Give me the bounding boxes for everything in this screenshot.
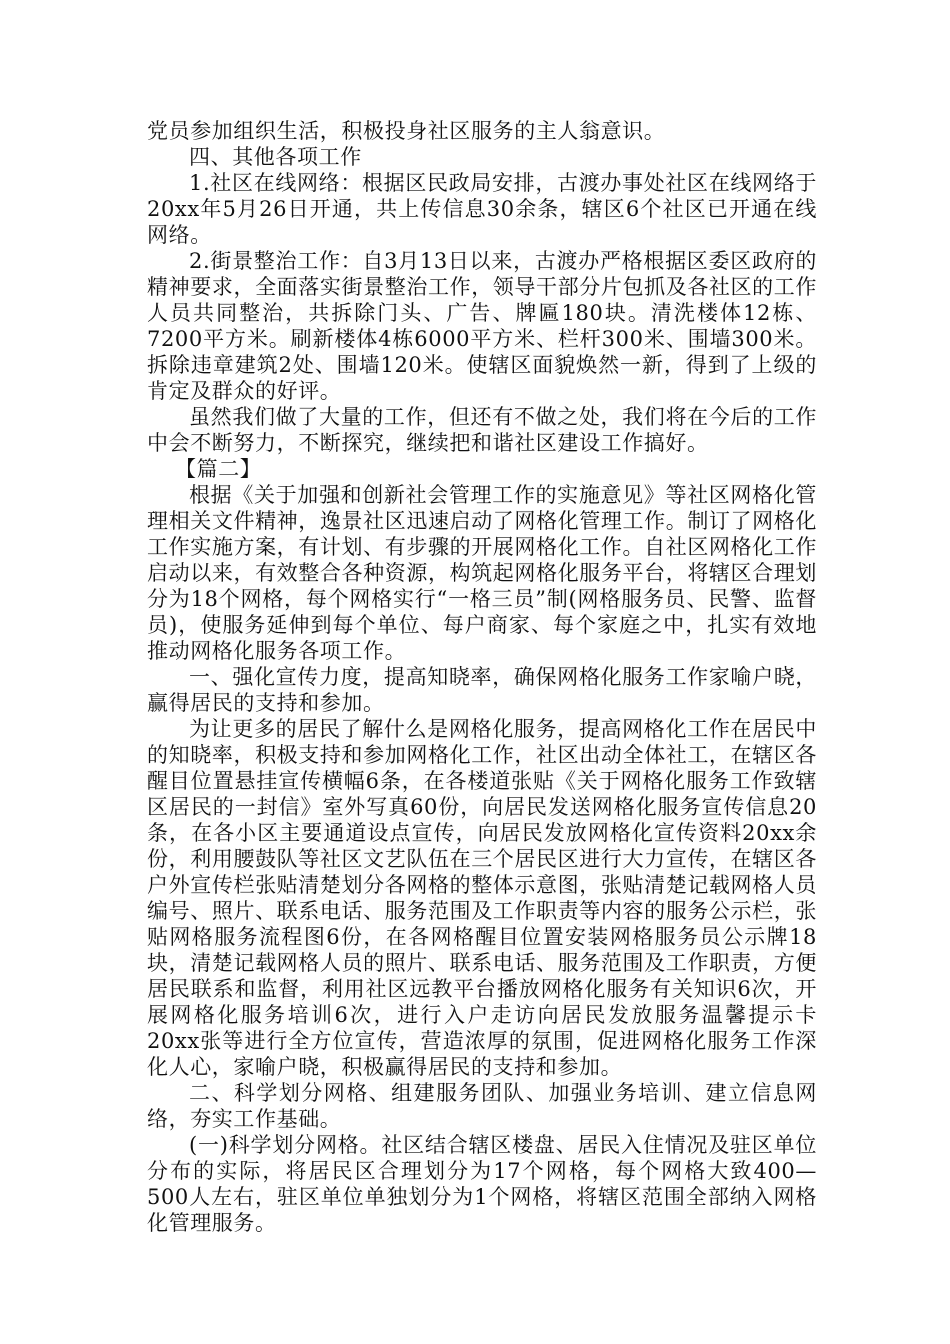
paragraph-publicity-detail: 为让更多的居民了解什么是网格化服务，提高网格化工作在居民中的知晓率，积极支持和参加网格化工作，社区出动全体社工，在辖区各醒目位置悬挂宣传横幅6条，在各楼道张贴《关于网格化服务工作致辖区居民的一封信》室外写真60份，向居民发送网格化服务宣传信息20条，在各小区主要通道设点宣传，向居民发放网格化宣传资料20xx余份，利用腰鼓队等社区文艺队伍在三个居民区进行大力宣传，在辖区各户外宣传栏张贴清楚划分各网格的整体示意图，张贴清楚记载网格人员编号、照片、联系电话、服务范围及工作职责等内容的服务公示栏，张贴网格服务流程图6份，在各网格醒目位置安装网格服务员公示牌18块，清楚记载网格人员的照片、联系电话、服务范围及工作职责，方便居民联系和监督，利用社区远教平台播放网格化服务有关知识6次，开展网格化服务培训6次，进行入户走访向居民发放服务温馨提示卡20xx张等进行全方位宣传，营造浓厚的氛围，促进网格化服务工作深化人心，家喻户晓，积极赢得居民的支持和参加。	[147, 717, 817, 1079]
section-heading-other-work: 四、其他各项工作	[189, 145, 362, 169]
section-heading-publicity: 一、强化宣传力度，提高知晓率，确保网格化服务工作家喻户晓，赢得居民的支持和参加。	[147, 665, 817, 715]
document-body	[147, 118, 817, 1236]
paragraph-online-network: 1.社区在线网络：根据区民政局安排，古渡办事处社区在线网络于20xx年5月26日开通，共上传信息30余条，辖区6个社区已开通在线网络。	[147, 171, 817, 247]
section-heading-grid-division: 二、科学划分网格、组建服务团队、加强业务培训、建立信息网络，夯实工作基础。	[147, 1081, 817, 1131]
paragraph-continuation: 党员参加组织生活，积极投身社区服务的主人翁意识。	[147, 119, 666, 143]
paragraph-streetscape: 2.街景整治工作：自3月13日以来，古渡办严格根据区委区政府的精神要求，全面落实街景整治工作，领导干部分片包抓及各社区的工作人员共同整治，共拆除门头、广告、牌匾180块。清洗楼体12栋、7200平方米。刷新楼体4栋6000平方米、栏杆300米、围墙300米。拆除违章建筑2处、围墙120米。使辖区面貌焕然一新，得到了上级的肯定及群众的好评。	[147, 249, 817, 403]
part-two-heading: 【篇二】	[175, 457, 262, 481]
paragraph-grid-intro: 根据《关于加强和创新社会管理工作的实施意见》等社区网格化管理相关文件精神，逸景社区迅速启动了网格化管理工作。制订了网格化工作实施方案，有计划、有步骤的开展网格化工作。自社区网格化工作启动以来，有效整合各种资源，构筑起网格化服务平台，将辖区合理划分为18个网格，每个网格实行“一格三员”制(网格服务员、民警、监督员)，使服务延伸到每个单位、每户商家、每个家庭之中，扎实有效地推动网格化服务各项工作。	[147, 483, 817, 663]
paragraph-summary: 虽然我们做了大量的工作，但还有不做之处，我们将在今后的工作中会不断努力，不断探究，继续把和谐社区建设工作搞好。	[147, 405, 817, 455]
paragraph-grid-division: (一)科学划分网格。社区结合辖区楼盘、居民入住情况及驻区单位分布的实际，将居民区合理划分为17个网格，每个网格大致400—500人左右，驻区单位单独划分为1个网格，将辖区范围全部纳入网格化管理服务。	[147, 1133, 817, 1235]
